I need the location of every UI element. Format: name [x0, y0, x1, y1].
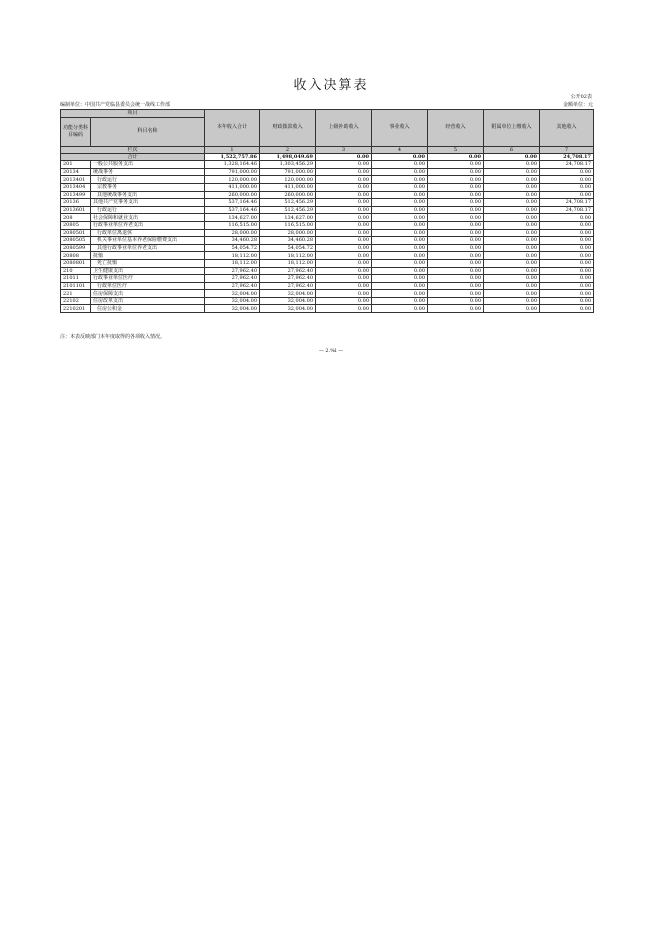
amount-cell: 0.00 [372, 275, 428, 283]
amount-cell: 0.00 [484, 244, 540, 252]
col-header: 其他收入 [540, 110, 594, 147]
amount-cell: 0.00 [540, 168, 594, 176]
table-row [61, 214, 594, 222]
amount-cell: 537,164.46 [205, 206, 260, 214]
subject-name: 其他统战事务支出 [91, 191, 205, 199]
amount-cell: 0.00 [428, 297, 484, 305]
amount-cell: 24,708.17 [540, 199, 594, 207]
item-header: 项目 [61, 110, 205, 118]
subject-name-header: 科目名称 [91, 117, 205, 146]
amount-cell: 0.00 [428, 161, 484, 169]
amount-cell: 1,303,456.29 [260, 161, 316, 169]
amount-cell: 18,112.00 [260, 259, 316, 267]
amount-cell: 0.00 [540, 214, 594, 222]
amount-cell: 0.00 [484, 282, 540, 290]
meta-line [60, 102, 593, 108]
amount-cell: 260,000.00 [205, 191, 260, 199]
amount-cell: 0.00 [316, 267, 372, 275]
subject-name: 住房改革支出 [91, 297, 205, 305]
category-code: 2101101 [61, 282, 91, 290]
amount-cell: 27,962.40 [205, 282, 260, 290]
form-number: 公开02表 [570, 94, 592, 100]
table-row [61, 229, 594, 237]
subject-name: 行政事业单位养老支出 [91, 221, 205, 229]
table-row [61, 221, 594, 229]
amount-cell: 0.00 [316, 161, 372, 169]
table-row [61, 305, 594, 313]
col-number: 1 [205, 146, 260, 153]
category-code: 21011 [61, 275, 91, 283]
col-header: 事业收入 [372, 110, 428, 147]
amount-cell: 512,456.29 [260, 206, 316, 214]
amount-cell: 512,456.29 [260, 199, 316, 207]
amount-cell: 28,000.00 [205, 229, 260, 237]
amount-cell: 0.00 [316, 199, 372, 207]
total-value: 24,708.17 [540, 153, 594, 161]
table-row [61, 275, 594, 283]
amount-cell: 0.00 [372, 282, 428, 290]
amount-cell: 0.00 [372, 176, 428, 184]
amount-cell: 27,962.40 [205, 275, 260, 283]
subject-name: 抚恤 [91, 252, 205, 260]
amount-cell: 0.00 [428, 229, 484, 237]
subject-name: 行政单位医疗 [91, 282, 205, 290]
total-value: 1,522,757.86 [205, 153, 260, 161]
category-code: 20805 [61, 221, 91, 229]
amount-cell: 116,515.00 [260, 221, 316, 229]
amount-cell: 0.00 [372, 290, 428, 298]
category-code: 2013499 [61, 191, 91, 199]
amount-cell: 0.00 [372, 168, 428, 176]
amount-cell: 0.00 [316, 275, 372, 283]
amount-cell: 0.00 [316, 168, 372, 176]
amount-cell: 0.00 [540, 259, 594, 267]
amount-cell: 32,004.00 [260, 290, 316, 298]
amount-cell: 0.00 [372, 267, 428, 275]
amount-cell: 0.00 [372, 214, 428, 222]
amount-cell: 0.00 [540, 176, 594, 184]
amount-cell: 0.00 [540, 237, 594, 245]
amount-cell: 1,328,164.46 [205, 161, 260, 169]
total-label: 合计 [61, 153, 205, 161]
col-number: 3 [316, 146, 372, 153]
subject-name: 统战事务 [91, 168, 205, 176]
page-title: 收入决算表 [293, 78, 369, 93]
amount-cell: 54,054.72 [205, 244, 260, 252]
amount-cell: 120,000.00 [205, 176, 260, 184]
table-row [61, 252, 594, 260]
amount-cell: 28,000.00 [260, 229, 316, 237]
amount-cell: 0.00 [428, 191, 484, 199]
amount-cell: 0.00 [484, 237, 540, 245]
amount-cell: 0.00 [484, 267, 540, 275]
subject-name: 住房保障支出 [91, 290, 205, 298]
amount-cell: 0.00 [428, 267, 484, 275]
amount-cell: 0.00 [540, 252, 594, 260]
amount-cell: 32,004.00 [260, 297, 316, 305]
amount-cell: 0.00 [484, 305, 540, 313]
table-note: 注：本表反映部门本年度取得的各项收入情况。 [60, 334, 166, 340]
amount-cell: 0.00 [372, 297, 428, 305]
total-value: 0.00 [372, 153, 428, 161]
amount-cell: 0.00 [484, 214, 540, 222]
amount-cell: 0.00 [372, 221, 428, 229]
category-code: 2080599 [61, 244, 91, 252]
amount-cell: 0.00 [540, 290, 594, 298]
col-header: 经营收入 [428, 110, 484, 147]
amount-cell: 27,962.40 [260, 275, 316, 283]
income-table [60, 109, 594, 313]
amount-cell: 0.00 [372, 183, 428, 191]
amount-cell: 27,962.40 [205, 267, 260, 275]
amount-cell: 0.00 [428, 176, 484, 184]
subject-name: 行政事业单位医疗 [91, 275, 205, 283]
amount-cell: 134,627.00 [260, 214, 316, 222]
total-value: 0.00 [316, 153, 372, 161]
amount-cell: 34,460.28 [260, 237, 316, 245]
amount-cell: 0.00 [316, 305, 372, 313]
amount-cell: 0.00 [316, 229, 372, 237]
amount-cell: 27,962.40 [260, 267, 316, 275]
subject-name: 卫生健康支出 [91, 267, 205, 275]
amount-cell: 120,000.00 [260, 176, 316, 184]
table-row [61, 267, 594, 275]
amount-cell: 0.00 [428, 214, 484, 222]
amount-cell: 0.00 [372, 252, 428, 260]
amount-cell: 0.00 [428, 244, 484, 252]
amount-cell: 134,627.00 [205, 214, 260, 222]
table-row [61, 199, 594, 207]
amount-cell: 0.00 [428, 290, 484, 298]
amount-cell: 0.00 [484, 199, 540, 207]
subject-name: 行政运行 [91, 176, 205, 184]
amount-cell: 0.00 [316, 244, 372, 252]
amount-cell: 54,054.72 [260, 244, 316, 252]
table-row [61, 237, 594, 245]
amount-cell: 0.00 [484, 176, 540, 184]
page-number: — 2.%l — [318, 348, 344, 354]
amount-cell: 0.00 [316, 237, 372, 245]
subject-name: 机关事业单位基本养老保险缴费支出 [91, 237, 205, 245]
amount-cell: 0.00 [484, 161, 540, 169]
amount-cell: 24,708.17 [540, 161, 594, 169]
amount-unit: 金额单位：元 [562, 102, 593, 108]
col-header: 上级补助收入 [316, 110, 372, 147]
amount-cell: 0.00 [428, 183, 484, 191]
col-number: 4 [372, 146, 428, 153]
amount-cell: 411,000.00 [205, 183, 260, 191]
table-row [61, 183, 594, 191]
category-code: 20134 [61, 168, 91, 176]
amount-cell: 791,000.00 [205, 168, 260, 176]
subject-name: 其他行政事业单位养老支出 [91, 244, 205, 252]
amount-cell: 0.00 [316, 252, 372, 260]
category-code: 210 [61, 267, 91, 275]
amount-cell: 0.00 [540, 229, 594, 237]
amount-cell: 18,112.00 [205, 252, 260, 260]
category-code: 2013401 [61, 176, 91, 184]
amount-cell: 0.00 [316, 191, 372, 199]
table-row [61, 297, 594, 305]
table-row [61, 259, 594, 267]
amount-cell: 18,112.00 [260, 252, 316, 260]
amount-cell: 0.00 [540, 191, 594, 199]
amount-cell: 0.00 [484, 252, 540, 260]
amount-cell: 0.00 [484, 191, 540, 199]
amount-cell: 34,460.28 [205, 237, 260, 245]
col-header: 本年收入合计 [205, 110, 260, 147]
amount-cell: 32,004.00 [205, 297, 260, 305]
amount-cell: 0.00 [540, 183, 594, 191]
amount-cell: 0.00 [372, 237, 428, 245]
amount-cell: 0.00 [372, 259, 428, 267]
amount-cell: 0.00 [484, 290, 540, 298]
amount-cell: 0.00 [540, 275, 594, 283]
amount-cell: 0.00 [484, 221, 540, 229]
amount-cell: 116,515.00 [205, 221, 260, 229]
amount-cell: 0.00 [540, 297, 594, 305]
amount-cell: 791,000.00 [260, 168, 316, 176]
table-row [61, 161, 594, 169]
category-code: 2080801 [61, 259, 91, 267]
amount-cell: 0.00 [428, 206, 484, 214]
lanci-label: 栏次 [61, 146, 205, 153]
category-code: 208 [61, 214, 91, 222]
category-code: 2080501 [61, 229, 91, 237]
table-row [61, 191, 594, 199]
category-code: 2013601 [61, 206, 91, 214]
amount-cell: 0.00 [372, 229, 428, 237]
category-code: 2210201 [61, 305, 91, 313]
subject-name: 行政运行 [91, 206, 205, 214]
org-name: 编制单位：中国共产党临县委员会统一战线工作部 [60, 102, 171, 108]
total-value: 1,498,049.69 [260, 153, 316, 161]
amount-cell: 0.00 [428, 237, 484, 245]
amount-cell: 0.00 [316, 221, 372, 229]
col-header: 财政拨款收入 [260, 110, 316, 147]
amount-cell: 0.00 [540, 221, 594, 229]
amount-cell: 27,962.40 [260, 282, 316, 290]
amount-cell: 0.00 [316, 214, 372, 222]
subject-name: 社会保障和就业支出 [91, 214, 205, 222]
category-code: 2013404 [61, 183, 91, 191]
amount-cell: 0.00 [372, 161, 428, 169]
amount-cell: 0.00 [484, 297, 540, 305]
category-code: 221 [61, 290, 91, 298]
amount-cell: 0.00 [428, 168, 484, 176]
amount-cell: 24,708.17 [540, 206, 594, 214]
category-code-header: 功能分类科目编码 [61, 117, 91, 146]
category-code: 20136 [61, 199, 91, 207]
subject-name: 行政单位离退休 [91, 229, 205, 237]
amount-cell: 0.00 [428, 221, 484, 229]
col-number: 2 [260, 146, 316, 153]
table-row [61, 282, 594, 290]
amount-cell: 0.00 [428, 275, 484, 283]
amount-cell: 0.00 [316, 176, 372, 184]
amount-cell: 0.00 [484, 229, 540, 237]
total-row [61, 153, 594, 161]
amount-cell: 0.00 [540, 267, 594, 275]
amount-cell: 0.00 [316, 206, 372, 214]
amount-cell: 0.00 [316, 282, 372, 290]
amount-cell: 0.00 [428, 199, 484, 207]
amount-cell: 411,000.00 [260, 183, 316, 191]
amount-cell: 0.00 [428, 305, 484, 313]
amount-cell: 0.00 [540, 282, 594, 290]
subject-name: 一般公共服务支出 [91, 161, 205, 169]
table-row [61, 168, 594, 176]
amount-cell: 0.00 [316, 297, 372, 305]
amount-cell: 0.00 [540, 305, 594, 313]
col-header: 附属单位上缴收入 [484, 110, 540, 147]
category-code: 22102 [61, 297, 91, 305]
amount-cell: 0.00 [316, 183, 372, 191]
amount-cell: 18,112.00 [205, 259, 260, 267]
amount-cell: 0.00 [540, 244, 594, 252]
amount-cell: 0.00 [372, 206, 428, 214]
amount-cell: 32,004.00 [205, 305, 260, 313]
amount-cell: 0.00 [484, 206, 540, 214]
subject-name: 其他共产党事务支出 [91, 199, 205, 207]
amount-cell: 0.00 [372, 305, 428, 313]
table-row [61, 290, 594, 298]
amount-cell: 0.00 [484, 183, 540, 191]
amount-cell: 0.00 [428, 252, 484, 260]
amount-cell: 0.00 [484, 259, 540, 267]
col-number: 6 [484, 146, 540, 153]
amount-cell: 0.00 [372, 191, 428, 199]
table-row [61, 176, 594, 184]
amount-cell: 0.00 [428, 282, 484, 290]
amount-cell: 32,004.00 [260, 305, 316, 313]
amount-cell: 32,004.00 [205, 290, 260, 298]
col-number: 7 [540, 146, 594, 153]
amount-cell: 0.00 [316, 290, 372, 298]
table-row [61, 244, 594, 252]
amount-cell: 0.00 [372, 244, 428, 252]
amount-cell: 0.00 [372, 199, 428, 207]
amount-cell: 0.00 [316, 259, 372, 267]
amount-cell: 0.00 [428, 259, 484, 267]
total-value: 0.00 [428, 153, 484, 161]
amount-cell: 0.00 [484, 168, 540, 176]
category-code: 2080505 [61, 237, 91, 245]
category-code: 201 [61, 161, 91, 169]
subject-name: 住房公积金 [91, 305, 205, 313]
amount-cell: 0.00 [484, 275, 540, 283]
subject-name: 死亡抚恤 [91, 259, 205, 267]
table-row [61, 206, 594, 214]
total-value: 0.00 [484, 153, 540, 161]
amount-cell: 260,000.00 [260, 191, 316, 199]
subject-name: 宗教事务 [91, 183, 205, 191]
category-code: 20808 [61, 252, 91, 260]
col-number: 5 [428, 146, 484, 153]
amount-cell: 537,164.46 [205, 199, 260, 207]
